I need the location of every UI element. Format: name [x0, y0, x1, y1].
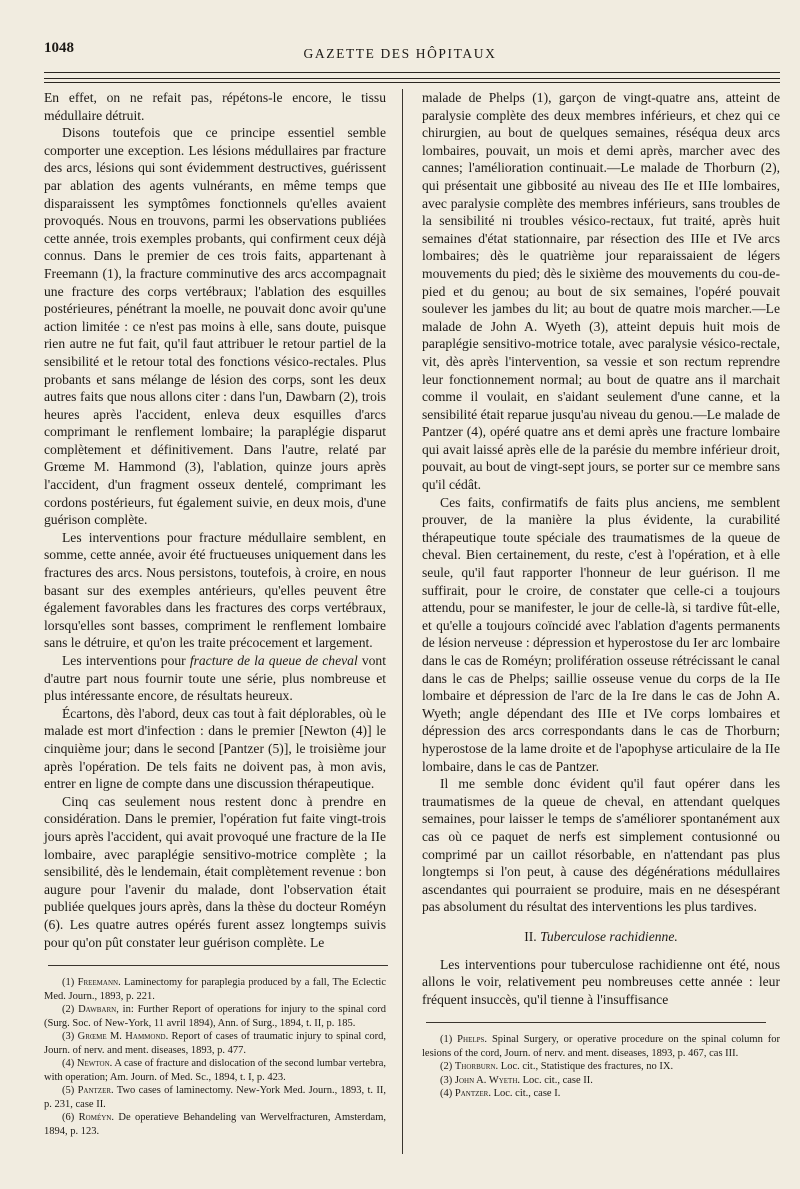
right-column — [422, 89, 780, 1101]
footnote: (3) Grœme M. Hammond. Report of cases of traumatic injury to spinal cord, Journ. of nerv. and ment. diseases, 1893, p. 477. — [44, 1031, 386, 1056]
footnotes — [44, 976, 386, 1138]
footnote-text: . De operatieve Behandeling van Wervelfracturen, Amsterdam, 1894, p. 123. — [44, 1112, 386, 1137]
section-heading — [422, 928, 780, 946]
header-rule — [44, 72, 780, 73]
footnote-text: . Two cases of laminectomy. New-York Med. Journ., 1893, t. II, p. 231, case II. — [44, 1085, 386, 1110]
footnote: (5) Pantzer. Two cases of laminectomy. New-York Med. Journ., 1893, t. II, p. 231, case II. — [44, 1085, 386, 1110]
paragraph: Ces faits, confirmatifs de faits plus anciens, me semblent prouver, de la manière la plus évidente, la curabilité thérapeutique toute spéciale des traumatismes de la queue de cheval. Bien certainement, du reste, c'est à l'opération, et à elle seule, qu'il faut rapporter l'honneur de leur guérison. Il me suffirait, pour le croire, de constater que celle-ci a toujours attendu, pour se manifester, le jour de celle-là, si tardive fût-elle, et qu'elle a toujours coïncidé avec l'ablation d'agents permanents de lésion nerveuse : dépression et hyperostose du Ier arc lombaire dans le cas de Roméyn; prolifération osseuse rétrécissant le canal dans le cas de Phelps; saillie osseuse venue du corps de la IIe lombaire et dépression de l'arc de la Ire dans le cas de John A. Wyeth; angle dépendant des IIIe et IVe corps lombaires et dépression des arcs correspondants dans le cas de Thorburn; hyperostose de la lame droite et de l'apophyse articulaire de la IIe lombaire, dans le cas de Pantzer. — [422, 494, 780, 774]
paragraph: malade de Phelps (1), garçon de vingt-quatre ans, atteint de paralysie complète des deux membres inférieurs, et chez qui ce chirurgien, au bout de quelques semaines, réséqua deux arcs lombaires, pouvait, un mois et demi après, marcher avec des cannes; l'amélioration continuait.—Le malade de Thorburn (2), qui présentait une gibbosité au niveau des IIe et IIIe lombaires, avec paralysie complète des membres inférieurs, sans troubles de la sensibilité ni troubles vésico-rectaux, fut traité, après huit semaines d'état stationnaire, par résection des IIIe et IVe arcs lombaires; dès le quatrième jour reparaissaient de légers mouvements du pied; dès le sixième des mouvements du cou-de-pied et du genou; au bout de six semaines, l'opéré pouvait soulever les jambes du lit; au bout de quatre mois marcher.—Le malade de John A. Wyeth (3), atteint depuis huit mois de paraplégie sensitivo-motrice totale, avec paralysie vésico-rectale, vit, dès après l'intervention, sa vessie et son rectum reprendre leur fonctionnement normal; au bout de quatre ans il marchait comme il voulait, en s'aidant seulement d'une canne, et la sensibilité était reparue jusqu'au niveau du genou.—Le malade de Pantzer (4), opéré quatre ans et demi après une fracture lombaire qui avait laissé après elle de la parésie du membre inférieur droit, pouvait, au bout de vingt-sept jours, se porter sur ce membre sans qu'il cédât. — [422, 90, 780, 493]
footnote: (6) Roméyn. De operatieve Behandeling van Wervelfracturen, Amsterdam, 1894, p. 123. — [44, 1112, 386, 1137]
footnote: (1) Phelps. Spinal Surgery, or operative procedure on the spinal column for lesions of the cord, Journ. of nerv. and ment. diseases, 1893, p. 467, cas III. — [422, 1034, 780, 1059]
footnote-author: Grœme M. Hammond — [77, 1031, 166, 1043]
footnote-text: . A case of fracture and dislocation of the second lumbar vertebra, with operation; Am. Journ. of Med. Sc., 1894, t. I, p. 423. — [44, 1058, 387, 1083]
paragraph — [44, 652, 386, 705]
column-divider — [402, 89, 403, 1154]
footnote: (4) Pantzer. Loc. cit., case I. — [440, 1088, 561, 1100]
footnote-author: Roméyn — [78, 1112, 112, 1124]
section-number: II. — [524, 928, 541, 944]
footnote-rule — [48, 965, 388, 966]
footnote: (1) Freemann. Laminectomy for paraplegia produced by a fall, The Eclectic Med. Journ., 1893, p. 221. — [44, 977, 386, 1002]
footnote: (2) Dawbarn, in: Further Report of operations for injury to the spinal cord (Surg. Soc. of New-York, 11 avril 1894), Ann. of Surg., 1894, t. II, p. 185. — [44, 1004, 386, 1029]
footnote-text: . Spinal Surgery, or operative procedure on the spinal column for lesions of the cord, Journ. of nerv. and ment. diseases, 1893, p. 467, cas III. — [422, 1034, 780, 1059]
footnote-rule — [426, 1022, 766, 1023]
footnote-text: . Loc. cit., case I. — [488, 1088, 561, 1100]
paragraph: Les interventions pour tuberculose rachidienne ont été, nous allons le voir, relativement peu nombreuses cette année : leur fréquent insuccès, qu'il tienne à l'insuffisance — [422, 956, 780, 1007]
footnote-author: Phelps — [457, 1034, 485, 1046]
running-header: GAZETTE DES HÔPITAUX — [303, 46, 497, 61]
footnote-author: Dawbarn — [78, 1004, 117, 1016]
text-run: vont d'autre part nous fournir toute une série, plus nombreuse et plus intéressante encore, de résultats heureux. — [44, 653, 386, 704]
paragraph: Cinq cas seulement nous restent donc à prendre en considération. Dans le premier, l'opération fut faite vingt-trois jours après l'accident, qui avait provoqué une fracture de la IIe lombaire, avec paraplégie sensitivo-motrice complète ; la sensibilité, dès le lendemain, était complètement revenue : bon augure pour l'avenir du malade, dont l'observation était publiée quelques jours après, dans la thèse du docteur Roméyn (6). Les quatre autres opérés furent assez longtemps suivis pour qu'on pût constater leur guérison complète. Le — [44, 793, 386, 950]
footnote: (3) John A. Wyeth. Loc. cit., case II. — [440, 1074, 593, 1086]
footnote-author: Newton — [76, 1058, 110, 1070]
footnote: (4) Newton. A case of fracture and dislocation of the second lumbar vertebra, with operation; Am. Journ. of Med. Sc., 1894, t. I, p. 423. — [44, 1058, 387, 1083]
section-title: Tuberculose rachidienne. — [540, 928, 678, 944]
paragraph: Écartons, dès l'abord, deux cas tout à fait déplorables, où le malade est mort d'infection : dans le premier [Newton (4)] le cinquième jour; dans le second [Pantzer (5)], le troisième jour après l'opération. De tels faits ne doivent pas, à mon avis, entrer en ligne de compte dans une discussion thérapeutique. — [44, 705, 386, 792]
paragraph: Les interventions pour fracture médullaire semblent, en somme, cette année, avoir été fructueuses uniquement dans les fractures des arcs. Nous persistons, toutefois, à croire, en nous basant sur des exemples antérieurs, qu'elles peuvent être également favorables dans les fractures des corps vertébraux, lorsqu'elles sont basses, compriment le renflement lombaire sans le détruire, et qu'on les traite précocement et largement. — [44, 529, 386, 651]
paragraph: En effet, on ne refait pas, répétons-le encore, le tissu médullaire détruit. — [44, 90, 386, 123]
footnote-text: , in: Further Report of operations for injury to the spinal cord (Surg. Soc. of New-York, 11 avril 1894), Ann. of Surg., 1894, t. II, p. 185. — [44, 1004, 386, 1029]
paragraph: Il me semble donc évident qu'il faut opérer dans les traumatismes de la queue de cheval, en attendant quelques semaines, pour laisser le temps de s'améliorer spontanément aux cas où ce paquet de nerfs est simplement contusionné ou comprimé par un caillot résorbable, en n'attendant pas plus longtemps si l'on peut, à cause des dégénérations médullaires ascendantes qui pourraient se produire, mais en ne désespérant pas absolument du résultat des interventions les plus tardives. — [422, 776, 780, 915]
footnote-author: Thorburn — [454, 1061, 496, 1073]
text-run: Les interventions pour — [62, 653, 190, 668]
footnote-author: Freemann — [77, 977, 119, 989]
footnote-text: . Laminectomy for paraplegia produced by a fall, The Eclectic Med. Journ., 1893, p. 221. — [44, 977, 386, 1002]
footnote-text: . Loc. cit., Statistique des fractures, no IX. — [495, 1061, 674, 1073]
paragraph: Disons toutefois que ce principe essentiel semble comporter une exception. Les lésions médullaires par fracture des arcs, lésions qui sont évidemment destructives, guérissent par ablation des agents vulnérants, en même temps que disparaissent les symptômes fonctionnels qu'elles avaient provoqués. Nous en trouvons, parmi les observations publiées cette année, trois exemples probants, qui confirment ceux déjà connus. Dans le premier de ces trois faits, appartenant à Freemann (1), la fracture comminutive des arcs accompagnait une fracture des corps vertébraux; l'ablation des esquilles postérieures, pénétrant la moelle, ne pouvait donc avoir qu'une action limitée : ce n'est pas moins à elle, sans doute, puisque rien autre ne fut fait, qu'il faut attribuer le retour partiel de la sensibilité et le retour total des fonctions vésico-rectales. Plus probants et sans mélange de lésion des corps, sont les deux autres faits que nous allons citer : dans l'un, Dawbarn (2), trois heures après l'accident, enleva deux esquilles d'arcs comprimant le renflement lombaire; la paraplégie disparut complètement et définitivement. Dans l'autre, relaté par Grœme M. Hammond (3), l'ablation, quinze jours après l'accident, d'un fragment osseux dentelé, comprimant les cordons postérieurs, fut également suivie, en deux mois, d'une guérison complète. — [44, 125, 386, 528]
footnote-author: John A. Wyeth — [454, 1074, 518, 1086]
italic-text: fracture de la queue de cheval — [189, 653, 358, 668]
footnote-author: Pantzer — [454, 1088, 489, 1100]
footnote-text: . Loc. cit., case II. — [517, 1074, 593, 1086]
left-column — [44, 89, 386, 1138]
page-number: 1048 — [44, 40, 74, 56]
header-rule-thin — [44, 82, 780, 83]
footnote-author: Pantzer — [77, 1085, 112, 1097]
header-rule-thin — [44, 78, 780, 79]
footnotes — [422, 1033, 780, 1101]
footnote: (2) Thorburn. Loc. cit., Statistique des fractures, no IX. — [440, 1061, 674, 1073]
footnote-text: . Report of cases of traumatic injury to spinal cord, Journ. of nerv. and ment. diseases, 1893, p. 477. — [44, 1031, 386, 1056]
